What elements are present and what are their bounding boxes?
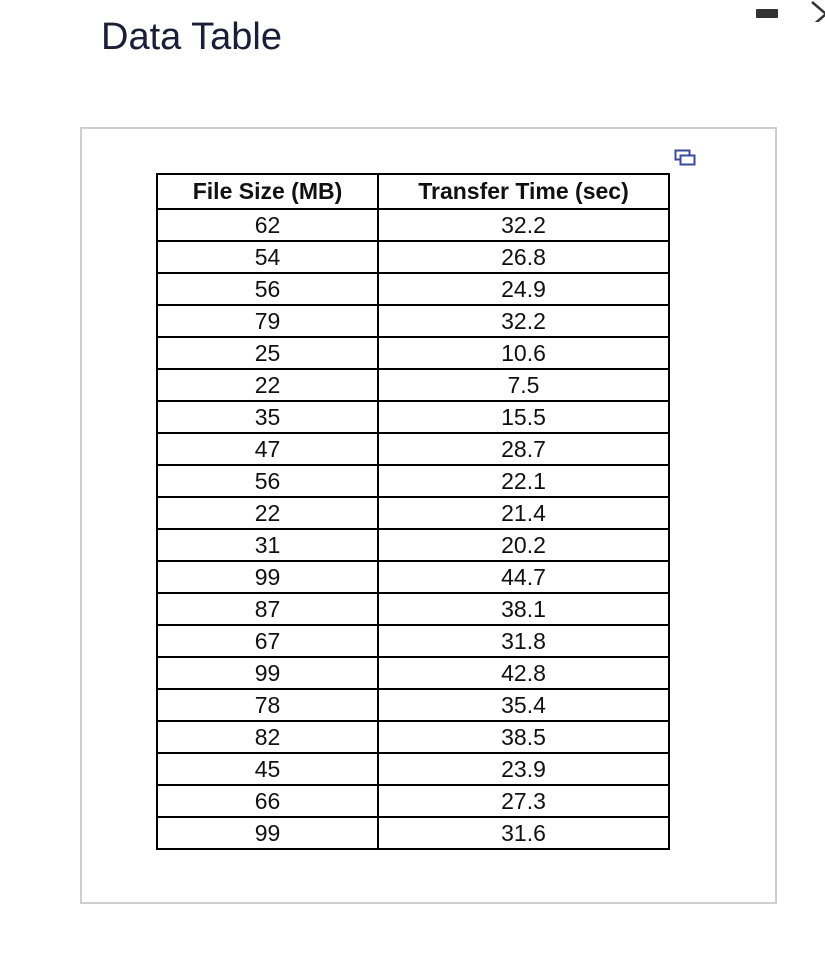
- table-row: [157, 689, 669, 721]
- table-row: [157, 817, 669, 849]
- table-row: [157, 241, 669, 273]
- close-button[interactable]: [810, 0, 825, 22]
- cell-file-size: 31: [157, 529, 378, 561]
- cell-file-size: 62: [157, 209, 378, 241]
- cell-transfer-time: 38.5: [378, 721, 669, 753]
- cell-transfer-time: 15.5: [378, 401, 669, 433]
- table-row: [157, 209, 669, 241]
- column-header-file-size: File Size (MB): [157, 174, 378, 209]
- cell-file-size: 99: [157, 657, 378, 689]
- close-icon: [810, 0, 825, 22]
- cell-file-size: 56: [157, 273, 378, 305]
- page-title: Data Table: [101, 16, 282, 58]
- cell-transfer-time: 27.3: [378, 785, 669, 817]
- cell-file-size: 87: [157, 593, 378, 625]
- cell-transfer-time: 32.2: [378, 305, 669, 337]
- table-row: [157, 273, 669, 305]
- copy-table-button[interactable]: [674, 146, 696, 168]
- table-row: [157, 753, 669, 785]
- cell-file-size: 22: [157, 497, 378, 529]
- table-row: [157, 465, 669, 497]
- table-row: [157, 561, 669, 593]
- cell-file-size: 66: [157, 785, 378, 817]
- minimize-button[interactable]: [756, 9, 778, 18]
- table-row: [157, 433, 669, 465]
- cell-transfer-time: 7.5: [378, 369, 669, 401]
- table-row: [157, 657, 669, 689]
- cell-file-size: 99: [157, 561, 378, 593]
- cell-file-size: 25: [157, 337, 378, 369]
- cell-transfer-time: 23.9: [378, 753, 669, 785]
- cell-file-size: 78: [157, 689, 378, 721]
- table-header-row: [157, 174, 669, 209]
- cell-transfer-time: 42.8: [378, 657, 669, 689]
- cell-transfer-time: 22.1: [378, 465, 669, 497]
- cell-transfer-time: 31.6: [378, 817, 669, 849]
- column-header-transfer-time: Transfer Time (sec): [378, 174, 669, 209]
- cell-file-size: 82: [157, 721, 378, 753]
- cell-transfer-time: 24.9: [378, 273, 669, 305]
- data-table: [156, 173, 670, 850]
- cell-transfer-time: 32.2: [378, 209, 669, 241]
- cell-transfer-time: 21.4: [378, 497, 669, 529]
- cell-file-size: 67: [157, 625, 378, 657]
- cell-file-size: 56: [157, 465, 378, 497]
- cell-transfer-time: 38.1: [378, 593, 669, 625]
- table-row: [157, 369, 669, 401]
- table-row: [157, 305, 669, 337]
- table-row: [157, 497, 669, 529]
- table-row: [157, 337, 669, 369]
- cell-file-size: 45: [157, 753, 378, 785]
- table-row: [157, 721, 669, 753]
- cell-file-size: 22: [157, 369, 378, 401]
- cell-transfer-time: 20.2: [378, 529, 669, 561]
- cell-file-size: 54: [157, 241, 378, 273]
- cell-transfer-time: 35.4: [378, 689, 669, 721]
- copy-to-clipboard-icon: [674, 146, 696, 168]
- cell-transfer-time: 26.8: [378, 241, 669, 273]
- cell-transfer-time: 10.6: [378, 337, 669, 369]
- cell-transfer-time: 44.7: [378, 561, 669, 593]
- cell-file-size: 99: [157, 817, 378, 849]
- table-row: [157, 625, 669, 657]
- table-row: [157, 401, 669, 433]
- table-row: [157, 593, 669, 625]
- cell-file-size: 79: [157, 305, 378, 337]
- table-row: [157, 529, 669, 561]
- cell-file-size: 47: [157, 433, 378, 465]
- cell-file-size: 35: [157, 401, 378, 433]
- cell-transfer-time: 28.7: [378, 433, 669, 465]
- cell-transfer-time: 31.8: [378, 625, 669, 657]
- table-row: [157, 785, 669, 817]
